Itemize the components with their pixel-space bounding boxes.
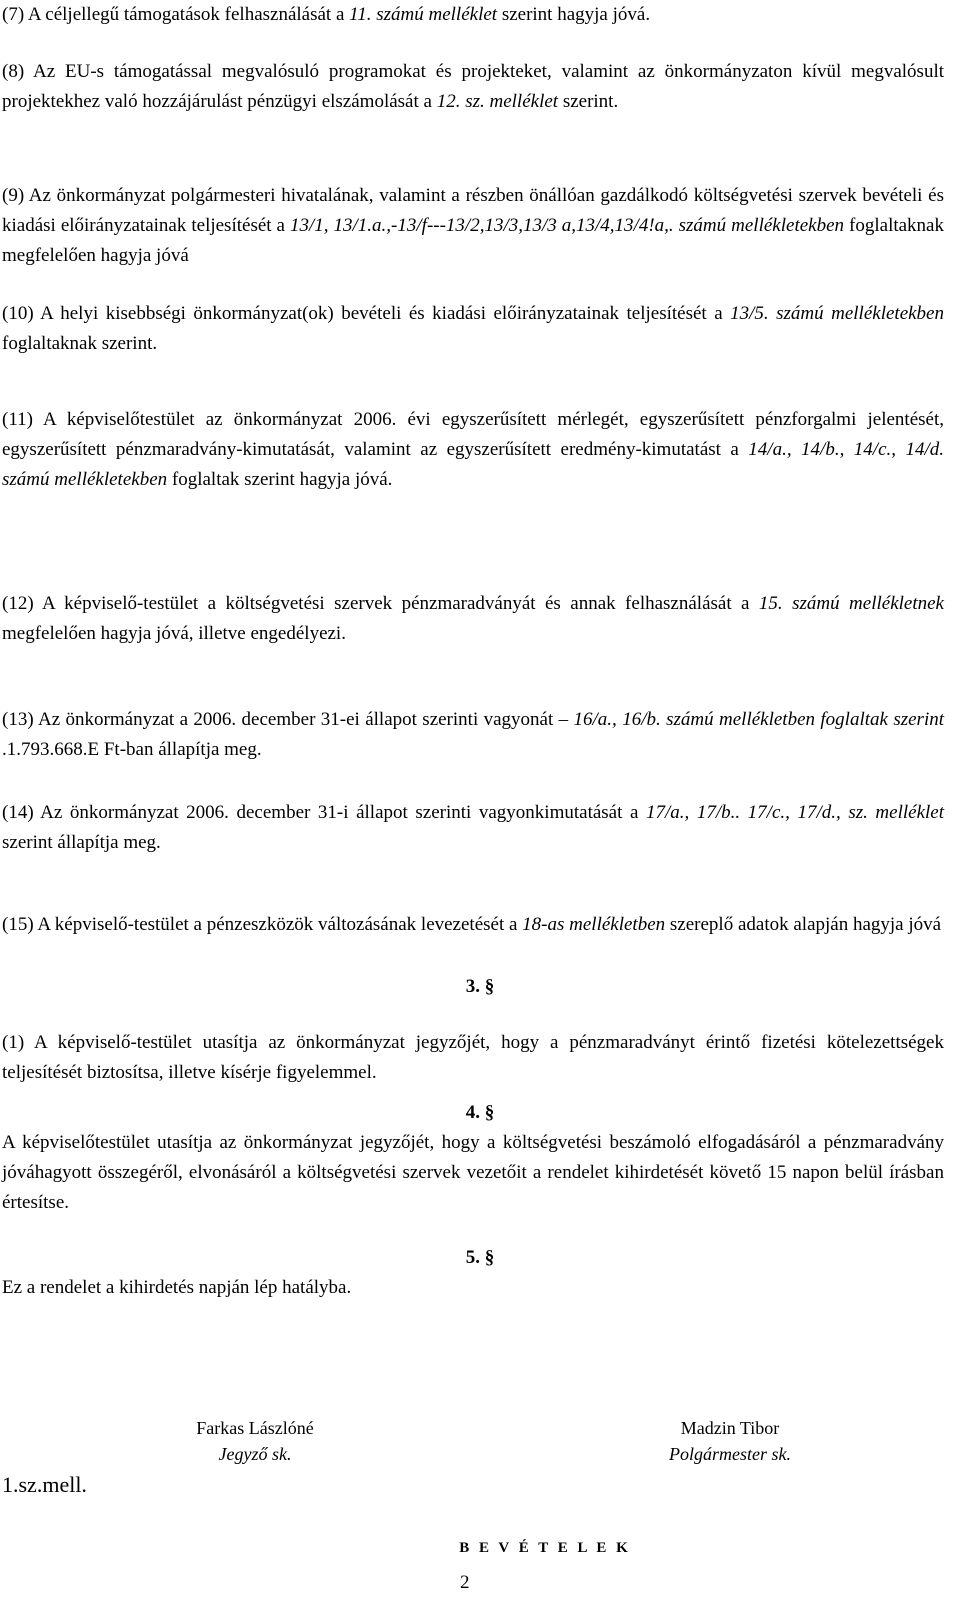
text-run: (1) A képviselő-testület utasítja az önkormányzat jegyzőjét, hogy a pénzmaradványt érintő fizetési kötelezettségek teljesítését biztosítsa, illetve kísérje figyelemmel. — [2, 1032, 944, 1083]
text-run: (8) Az EU-s támogatással megvalósuló programokat és projekteket, valamint az önkormányzaton kívül megvalósult projektekhez való hozzájárulást pénzügyi elszámolását a — [2, 61, 944, 112]
section-5-heading: 5. § — [465, 1247, 495, 1268]
italic-reference: 12. sz. melléklet — [436, 91, 559, 112]
paragraph-10 — [2, 299, 944, 359]
annex-title: B E V É T E L E K — [459, 1540, 631, 1556]
italic-reference: 17/a., 17/b.. 17/c., 17/d., sz. melléklet — [645, 802, 944, 823]
paragraph-8 — [2, 57, 944, 117]
paragraph-13 — [2, 705, 944, 765]
section-4-paragraph — [2, 1128, 944, 1218]
text-run: foglaltaknak szerint. — [2, 333, 158, 354]
section-4-heading: 4. § — [465, 1102, 495, 1123]
text-run: (14) Az önkormányzat 2006. december 31-i állapot szerinti vagyonkimutatását a — [2, 802, 646, 823]
italic-reference: 11. számú melléklet — [349, 4, 498, 25]
paragraph-12 — [2, 589, 944, 649]
text-run: .1.793.668.E Ft-ban állapítja meg. — [2, 739, 262, 760]
text-run: (15) A képviselő-testület a pénzeszközök változásának levezetését a — [2, 914, 523, 935]
italic-reference: 18-as mellékletben — [522, 914, 666, 935]
text-run: (9) Az önkormányzat polgármesteri hivatalának, valamint a részben önállóan gazdálkodó költségvetési szervek bevételi és kiadási előirányzatainak teljesítését a — [2, 185, 944, 236]
signature-mayor — [610, 1415, 850, 1467]
page-number: 2 — [460, 1572, 470, 1593]
notary-role: Jegyző sk. — [218, 1444, 292, 1464]
italic-reference: 16/a., 16/b. számú mellékletben foglaltak szerint — [573, 709, 944, 730]
text-run: (11) A képviselőtestület az önkormányzat 2006. évi egyszerűsített mérlegét, egyszerűsített pénzforgalmi jelentését, egyszerűsített pénzmaradvány-kimutatását, valamint az egyszerűsített eredmény-kimutatást a — [2, 409, 944, 460]
text-run: (7) A céljellegű támogatások felhasználását a — [2, 4, 350, 25]
text-run: foglaltaknak megfelelően hagyja jóvá — [2, 215, 944, 266]
text-run: foglaltak szerint hagyja jóvá. — [167, 469, 393, 490]
section-5-paragraph — [2, 1273, 944, 1303]
section-3-heading: 3. § — [465, 976, 495, 997]
paragraph-11 — [2, 405, 944, 495]
text-run: szereplő adatok alapján hagyja jóvá — [665, 914, 942, 935]
paragraph-9 — [2, 181, 944, 271]
paragraph-14 — [2, 798, 944, 858]
signature-notary — [150, 1415, 360, 1467]
text-run: (10) A helyi kisebbségi önkormányzat(ok) bevételi és kiadási előirányzatainak teljesítését a — [2, 303, 731, 324]
annex-label: 1.sz.mell. — [2, 1472, 87, 1497]
text-run: megfelelően hagyja jóvá, illetve engedélyezi. — [2, 623, 346, 644]
paragraph-7 — [2, 0, 944, 30]
mayor-role: Polgármester sk. — [669, 1444, 791, 1464]
text-run: szerint. — [558, 91, 619, 112]
text-run: (12) A képviselő-testület a költségvetési szervek pénzmaradványát és annak felhasználását a — [2, 593, 759, 614]
text-run: A képviselőtestület utasítja az önkormányzat jegyzőjét, hogy a költségvetési beszámoló elfogadásáról a pénzmaradvány jóváhagyott összegéről, elvonásáról a költségvetési szervek vezetőit a rendelet kihirdetését követő 15 napon belül írásban értesítse. — [2, 1132, 944, 1213]
italic-reference: 14/a., 14/b., 14/c., 14/d. számú mellékletekben — [2, 439, 944, 490]
italic-reference: 15. számú mellékletnek — [758, 593, 944, 614]
section-3-paragraph-1 — [2, 1028, 944, 1088]
text-run: (13) Az önkormányzat a 2006. december 31-ei állapot szerinti vagyonát – — [2, 709, 574, 730]
text-run: szerint állapítja meg. — [2, 832, 161, 853]
paragraph-15 — [2, 910, 944, 940]
italic-reference: 13/5. számú mellékletekben — [730, 303, 944, 324]
notary-name: Farkas Lászlóné — [196, 1418, 314, 1438]
italic-reference: 13/1, 13/1.a.,-13/f---13/2,13/3,13/3 a,13/4,13/4!a,. számú mellékletekben — [290, 215, 845, 236]
text-run: Ez a rendelet a kihirdetés napján lép hatályba. — [2, 1277, 352, 1298]
mayor-name: Madzin Tibor — [680, 1418, 780, 1438]
text-run: szerint hagyja jóvá. — [497, 4, 651, 25]
